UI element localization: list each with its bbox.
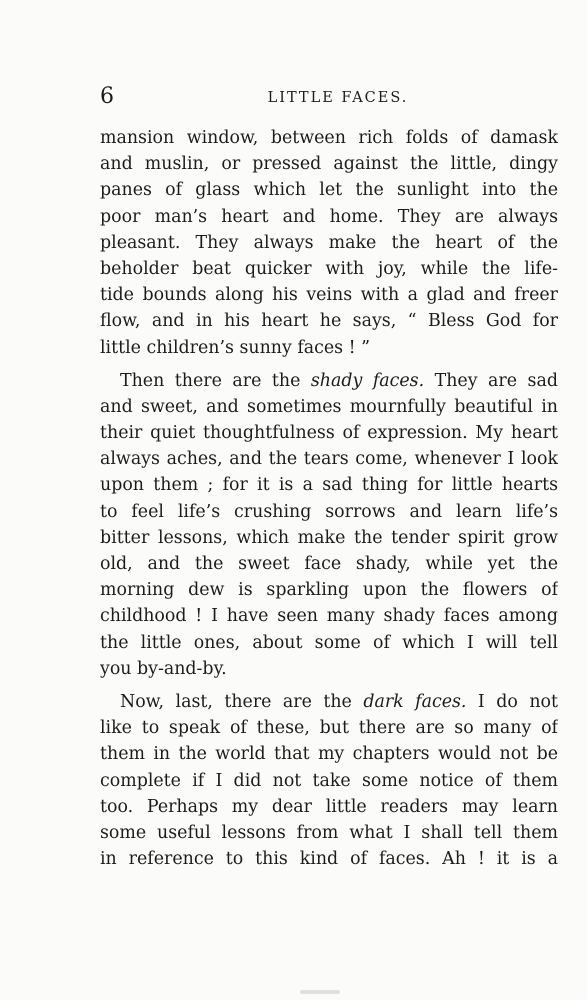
- page-number: 6: [100, 84, 114, 109]
- text-run: I do not: [466, 691, 558, 712]
- text-line: upon them ; for it is a sad thing for little hearts: [100, 475, 558, 496]
- print-smudge: [300, 990, 340, 994]
- italic-phrase: shady faces.: [310, 370, 425, 391]
- text-line: in reference to this kind of faces. Ah ! it is a: [100, 849, 558, 870]
- text-line-first: [100, 368, 558, 394]
- text-line: mansion window, between rich folds of damask: [100, 128, 558, 148]
- text-line: tide bounds along his veins with a glad and freer: [100, 285, 558, 306]
- page-body: [100, 125, 558, 872]
- text-run: They are sad: [424, 370, 558, 391]
- text-line: their quiet thoughtfulness of expression. My heart: [100, 423, 558, 444]
- text-line: some useful lessons from what I shall tell them: [100, 822, 558, 843]
- italic-phrase: dark faces.: [363, 691, 467, 712]
- text-line: them in the world that my chapters would not be: [100, 744, 558, 765]
- running-title: LITTLE FACES.: [267, 90, 409, 106]
- text-line-first: [100, 689, 558, 715]
- text-line: and muslin, or pressed against the little, dingy: [100, 154, 558, 175]
- text-line: poor man’s heart and home. They are always: [100, 206, 558, 227]
- paragraph-1: [100, 125, 558, 361]
- text-line: bitter lessons, which make the tender spirit grow: [100, 527, 558, 548]
- text-run: Then there are the: [120, 370, 311, 391]
- text-line: old, and the sweet face shady, while yet the: [100, 554, 558, 574]
- text-line: childhood ! I have seen many shady faces among: [100, 606, 558, 627]
- page-header: [100, 82, 558, 112]
- text-line: like to speak of these, but there are so many of: [100, 718, 558, 739]
- text-run: Now, last, there are the: [120, 691, 364, 712]
- text-line: and sweet, and sometimes mournfully beautiful in: [100, 396, 558, 417]
- text-line: little children’s sunny faces ! ”: [100, 337, 371, 358]
- text-line: beholder beat quicker with joy, while the life-: [100, 258, 558, 279]
- paragraph-2: [100, 368, 558, 682]
- text-line: you by-and-by.: [100, 658, 227, 679]
- paragraph-3: [100, 689, 558, 872]
- text-line: to feel life’s crushing sorrows and learn life’s: [100, 501, 558, 522]
- text-line: too. Perhaps my dear little readers may learn: [100, 796, 558, 817]
- text-line: the little ones, about some of which I will tell: [100, 632, 558, 653]
- text-line: panes of glass which let the sunlight into the: [100, 180, 558, 201]
- text-line: always aches, and the tears come, whenever I look: [100, 449, 558, 470]
- text-line: complete if I did not take some notice of them: [100, 770, 558, 791]
- text-line: flow, and in his heart he says, “ Bless God for: [100, 311, 558, 332]
- text-line: pleasant. They always make the heart of the: [100, 232, 558, 253]
- text-line: morning dew is sparkling upon the flowers of: [100, 580, 558, 601]
